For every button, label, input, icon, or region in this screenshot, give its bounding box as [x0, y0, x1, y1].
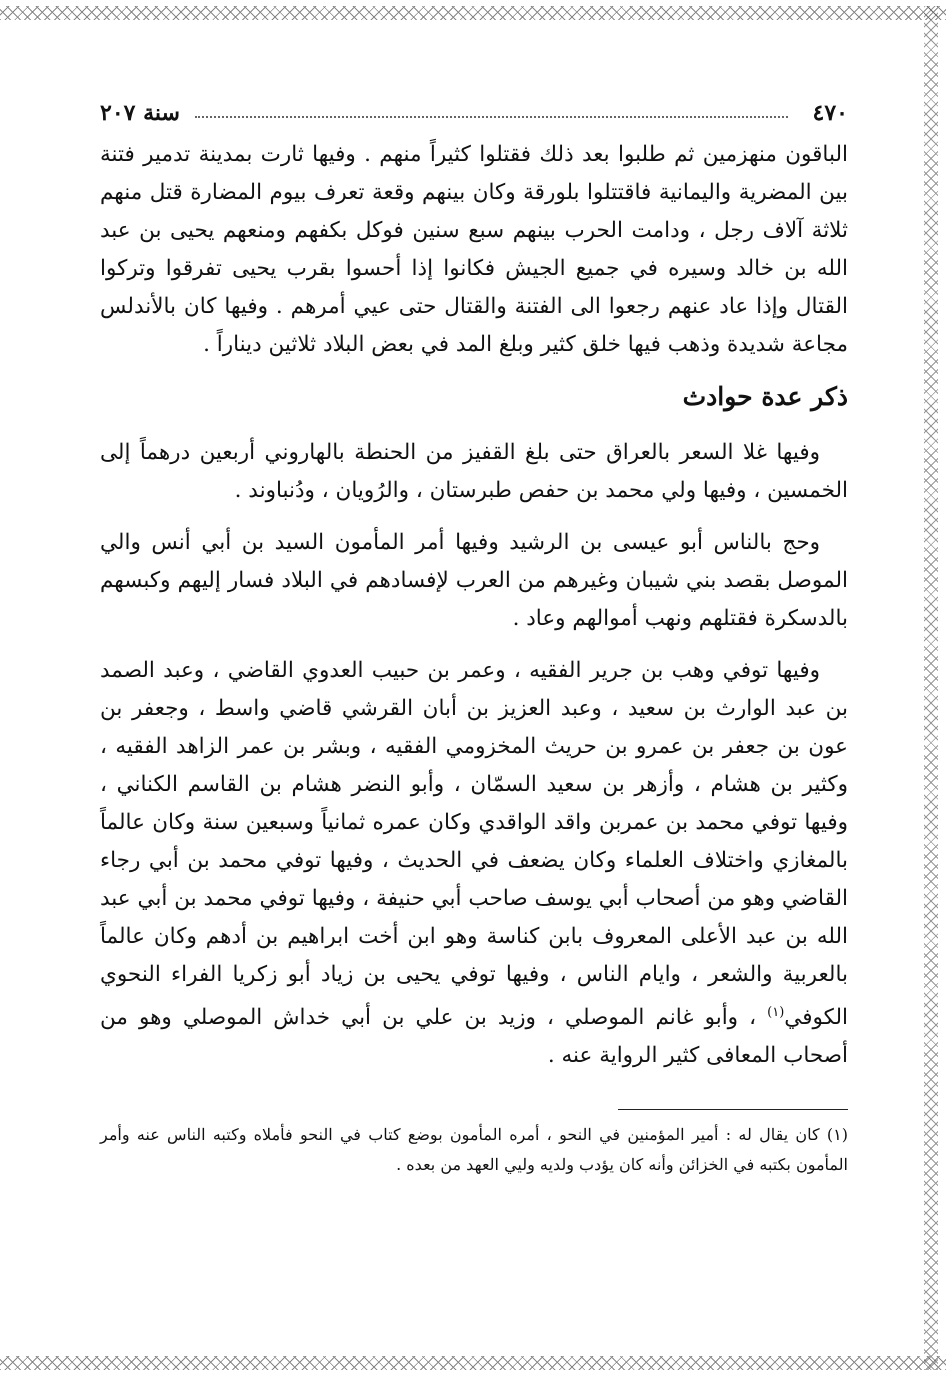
paragraph: وحج بالناس أبو عيسى بن الرشيد وفيها أمر المأمون السيد بن أبي أنس والي الموصل بقصد بني شيبان وغيرهم من العرب لإفسادهم في البلاد فسار إليهم وكبسهم بالدسكرة فقتلهم ونهب أموالهم وعاد .: [100, 530, 848, 631]
main-text: [100, 136, 848, 1075]
paragraph-deaths-part-1: وفيها توفي وهب بن جرير الفقيه ، وعمر بن حبيب العدوي القاضي ، وعبد الصمد بن عبد الوارث بن سعيد ، وعبد العزيز بن أبان القرشي قاضي واسط ، وجعفر بن عون بن جعفر بن عمرو بن حريث المخزومي الفقيه ، وبشر بن عمر الزاهد الفقيه ، وكثير بن هشام ، وأزهر بن سعيد السمّان ، وأبو النضر هشام بن القاسم الكناني ، وفيها توفي محمد بن عمربن واقد الواقدي وكان عمره ثمانياً وسبعين سنة وكان عالماً بالمغازي واختلاف العلماء وكان يضعف في الحديث ، وفيها توفي محمد بن أبي رجاء القاضي وهو من أصحاب أبي يوسف صاحب أبي حنيفة ، وفيها توفي محمد بن أبي عبد الله بن عبد الأعلى المعروف بابن كناسة وهو ابن أخت ابراهيم بن أدهم وكان عالماً بالعربية والشعر ، وايام الناس ، وفيها توفي يحيى بن زياد أبو زكريا الفراء النحوي الكوفي: [100, 658, 848, 1031]
running-header: [100, 100, 848, 136]
footnote-divider: [618, 1109, 848, 1110]
header-dotted-leader: [195, 116, 788, 118]
section-title: ذكر عدة حوادث: [682, 382, 848, 411]
year-label: سنة ٢٠٧: [100, 100, 180, 126]
book-page: [100, 100, 848, 1180]
paragraph-deaths: [100, 652, 848, 1075]
paragraph-continued: الباقون منهزمين ثم طلبوا بعد ذلك فقتلوا كثيراً منهم . وفيها ثارت بمدينة تدمير فتنة بين المضرية واليمانية فاقتتلوا بلورقة وكان بينهم وقعة تعرف بيوم المضارة قتل منهم ثلاثة آلاف رجل ، ودامت الحرب بينهم سبع سنين فوكل بكفهم ومنعهم يحيى بن عبد الله بن خالد وسيره في جميع الجيش فكانوا إذا أحسوا بقرب يحيى تفرقوا وتركوا القتال وإذا عاد عنهم رجعوا الى الفتنة والقتال حتى عيي أمرهم . وفيها كان بالأندلس مجاعة شديدة وذهب فيها خلق كثير وبلغ المد في بعض البلاد ثلاثين ديناراً .: [100, 142, 848, 357]
footnote-marker: (١): [767, 1005, 785, 1020]
paragraph: وفيها غلا السعر بالعراق حتى بلغ القفيز من الحنطة بالهاروني أربعين درهماً إلى الخمسين ، وفيها ولي محمد بن حفص طبرستان ، والرُويان ، ودُنباوند .: [100, 440, 848, 503]
footnote: (١) كان يقال له : أمير المؤمنين في النحو ، أمره المأمون بوضع كتاب في النحو فأملاه وكتبه الناس عنه وأمر المأمون بكتبه في الخزائن وأنه كان يؤدب ولديه وليي العهد من بعده .: [100, 1125, 849, 1175]
decorative-border-right: [924, 6, 938, 1370]
paragraph-deaths-part-2: ، وأبو غانم الموصلي ، وزيد بن علي بن أبي خداش الموصلي وهو من أصحاب المعافى كثير الرواية عنه .: [100, 1005, 848, 1069]
decorative-border-bottom: [0, 1356, 946, 1370]
page-number: ٤٧٠: [812, 100, 848, 126]
decorative-border-top: [0, 6, 946, 20]
